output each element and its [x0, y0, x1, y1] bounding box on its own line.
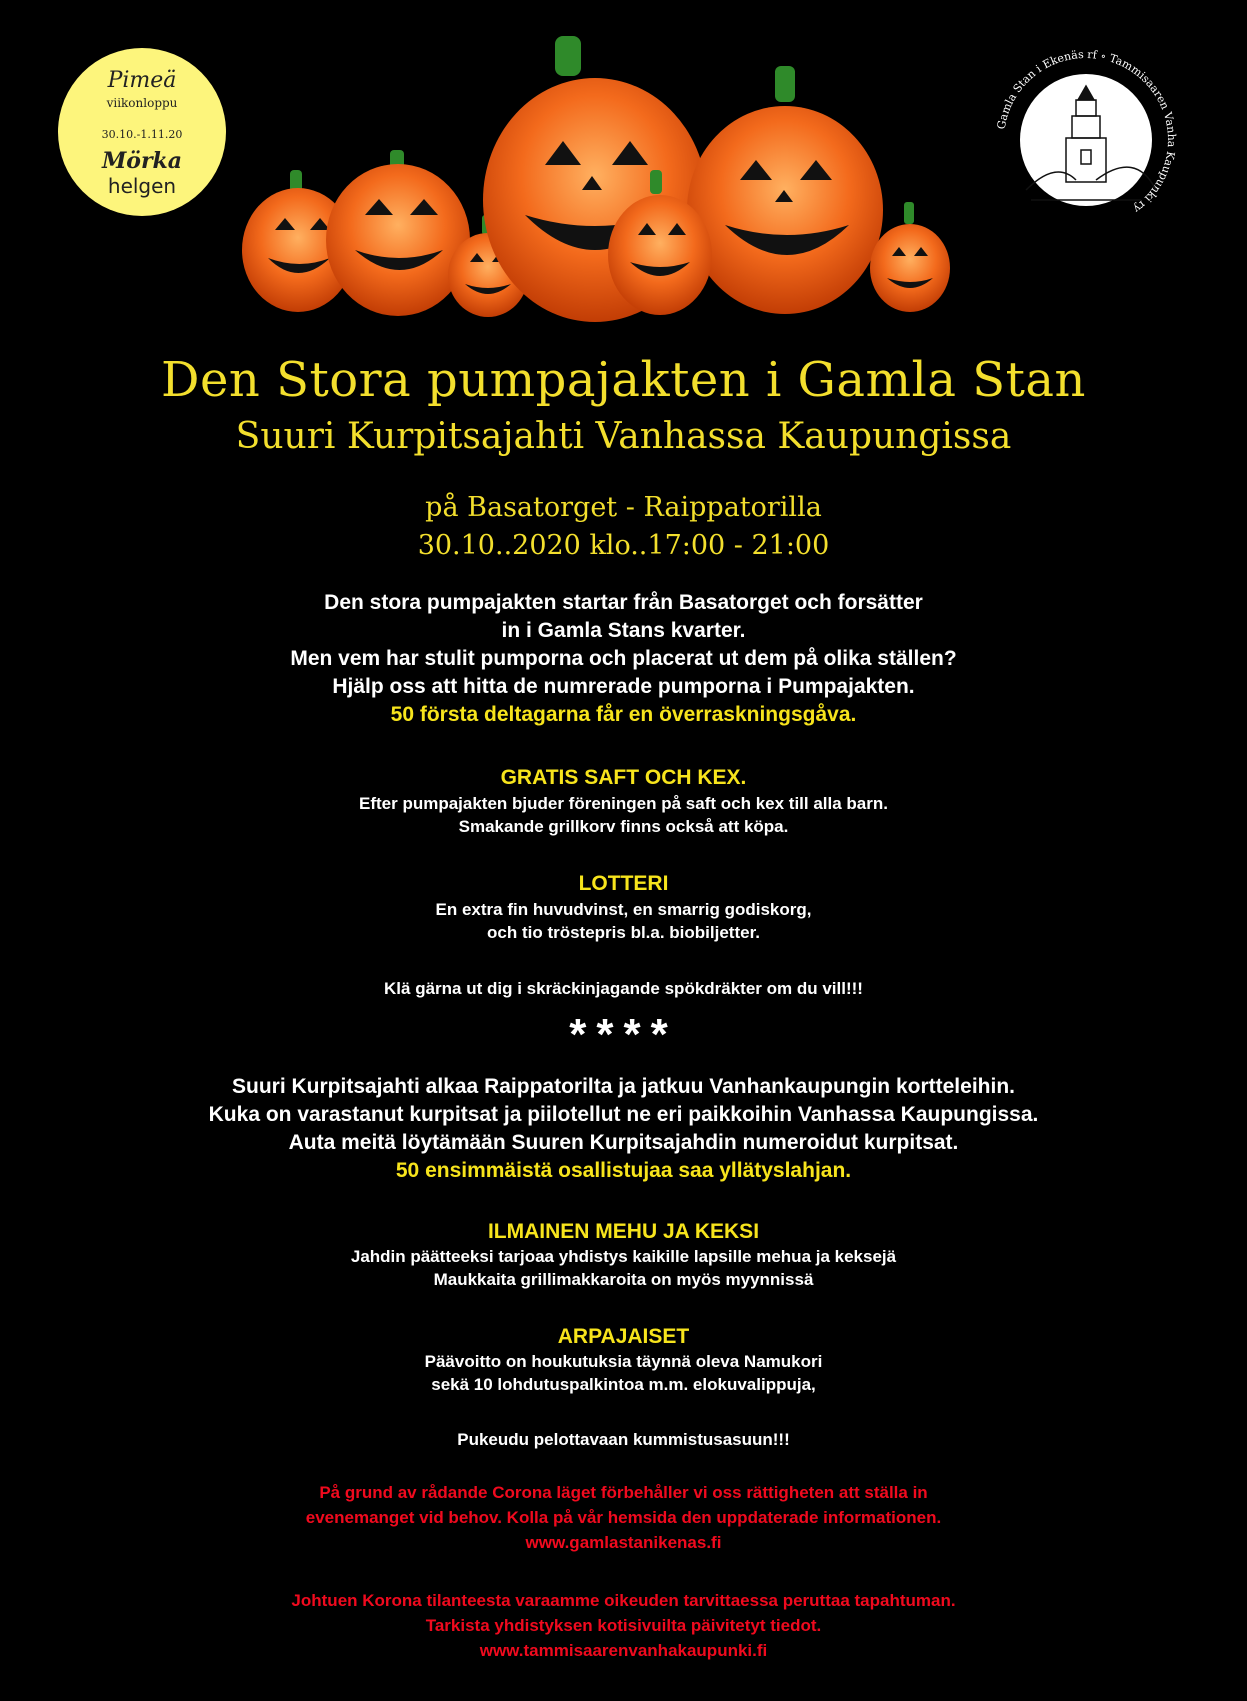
separator: **** [569, 1010, 678, 1059]
pumpkin-icon [687, 66, 883, 314]
text-line: Efter pumpajakten bjuder föreningen på saft och kex till alla barn. [358, 794, 888, 813]
pumpkin-icon [326, 150, 470, 316]
juice-text [0, 1245, 1247, 1291]
costume-note-swedish: Klä gärna ut dig i skräckinjagande spökdräkter om du vill!!! [384, 979, 863, 998]
lottery-heading-swedish: LOTTERI [578, 872, 669, 895]
badge-line-3: 30.10.-1.11.20 [101, 128, 183, 141]
website-link-finnish[interactable]: www.tammisaarenvanhakaupunki.fi [479, 1641, 768, 1660]
text-line: Smakande grillkorv finns också att köpa. [458, 817, 789, 836]
text-line: Auta meitä löytämään Suuren Kurpitsajahdin numeroidut kurpitsat. [288, 1131, 959, 1154]
text-line: Hjälp oss att hitta de numrerade pumporna i Pumpajakten. [332, 675, 915, 698]
text-line: På grund av rådande Corona läget förbehåller vi oss rättigheten att ställa in [319, 1483, 928, 1502]
text-line: Tarkista yhdistyksen kotisivuilta päivitetyt tiedot. [425, 1616, 822, 1635]
text-line: Maukkaita grillimakkaroita on myös myynnissä [433, 1270, 814, 1289]
event-badge [58, 48, 226, 216]
gift-note-finnish: 50 ensimmäistä osallistujaa saa yllätyslahjan. [395, 1159, 852, 1182]
text-line: in i Gamla Stans kvarter. [501, 619, 746, 642]
text-line: Men vem har stulit pumporna och placerat ut dem på olika ställen? [290, 647, 957, 670]
text-line: evenemanget vid behov. Kolla på vår hemsida den uppdaterade informationen. [305, 1508, 942, 1527]
title-finnish: Suuri Kurpitsajahti Vanhassa Kaupungissa [235, 416, 1012, 457]
text-line: och tio tröstepris bl.a. biobiljetter. [487, 923, 760, 942]
seal-text: Gamla Stan i Ekenäs rf ∘ Tammisaaren Vanha Kaupunki ry [994, 47, 1179, 216]
venue: på Basatorget - Raippatorilla [425, 492, 822, 523]
costume-note-finnish: Pukeudu pelottavaan kummistusasuun!!! [457, 1430, 790, 1449]
text-line: Jahdin päätteeksi tarjoaa yhdistys kaikille lapsille mehua ja keksejä [350, 1247, 897, 1266]
lottery-text-swedish [0, 898, 1247, 944]
text-line: sekä 10 lohdutuspalkintoa m.m. elokuvalippuja, [431, 1375, 816, 1394]
lottery-text-finnish [0, 1350, 1247, 1396]
corona-notice-finnish [0, 1588, 1247, 1663]
text-line: Johtuen Korona tilanteesta varaamme oikeuden tarvittaessa peruttaa tapahtuman. [291, 1591, 956, 1610]
badge-line-5: helgen [107, 174, 177, 198]
gift-note-swedish: 50 första deltagarna får en överraskningsgåva. [390, 703, 857, 726]
text-line: Päävoitto on houkutuksia täynnä oleva Namukori [424, 1352, 823, 1371]
lottery-heading-finnish: ARPAJAISET [557, 1325, 690, 1348]
date-time: 30.10..2020 klo..17:00 - 21:00 [417, 530, 830, 561]
title-swedish: Den Stora pumpajakten i Gamla Stan [161, 352, 1086, 408]
saft-text [0, 792, 1247, 838]
finnish-intro [0, 1073, 1247, 1185]
juice-heading: ILMAINEN MEHU JA KEKSI [487, 1220, 760, 1243]
pumpkins-illustration [230, 30, 1030, 330]
badge-line-2: viikonloppu [106, 96, 178, 110]
badge-line-4: Mörka [101, 148, 183, 174]
association-seal-icon [986, 40, 1186, 240]
website-link-swedish[interactable]: www.gamlastanikenas.fi [525, 1533, 722, 1552]
text-line: Suuri Kurpitsajahti alkaa Raippatorilta ja jatkuu Vanhankaupungin kortteleihin. [232, 1075, 1015, 1098]
saft-heading: GRATIS SAFT OCH KEX. [500, 766, 747, 789]
text-line: En extra fin huvudvinst, en smarrig godiskorg, [435, 900, 812, 919]
corona-notice-swedish [0, 1480, 1247, 1555]
swedish-intro [0, 589, 1247, 729]
text-line: Kuka on varastanut kurpitsat ja piilotellut ne eri paikkoihin Vanhassa Kaupungissa. [208, 1103, 1039, 1126]
text-line: Den stora pumpajakten startar från Basatorget och forsätter [324, 591, 923, 614]
badge-line-1: Pimeä [107, 68, 177, 93]
